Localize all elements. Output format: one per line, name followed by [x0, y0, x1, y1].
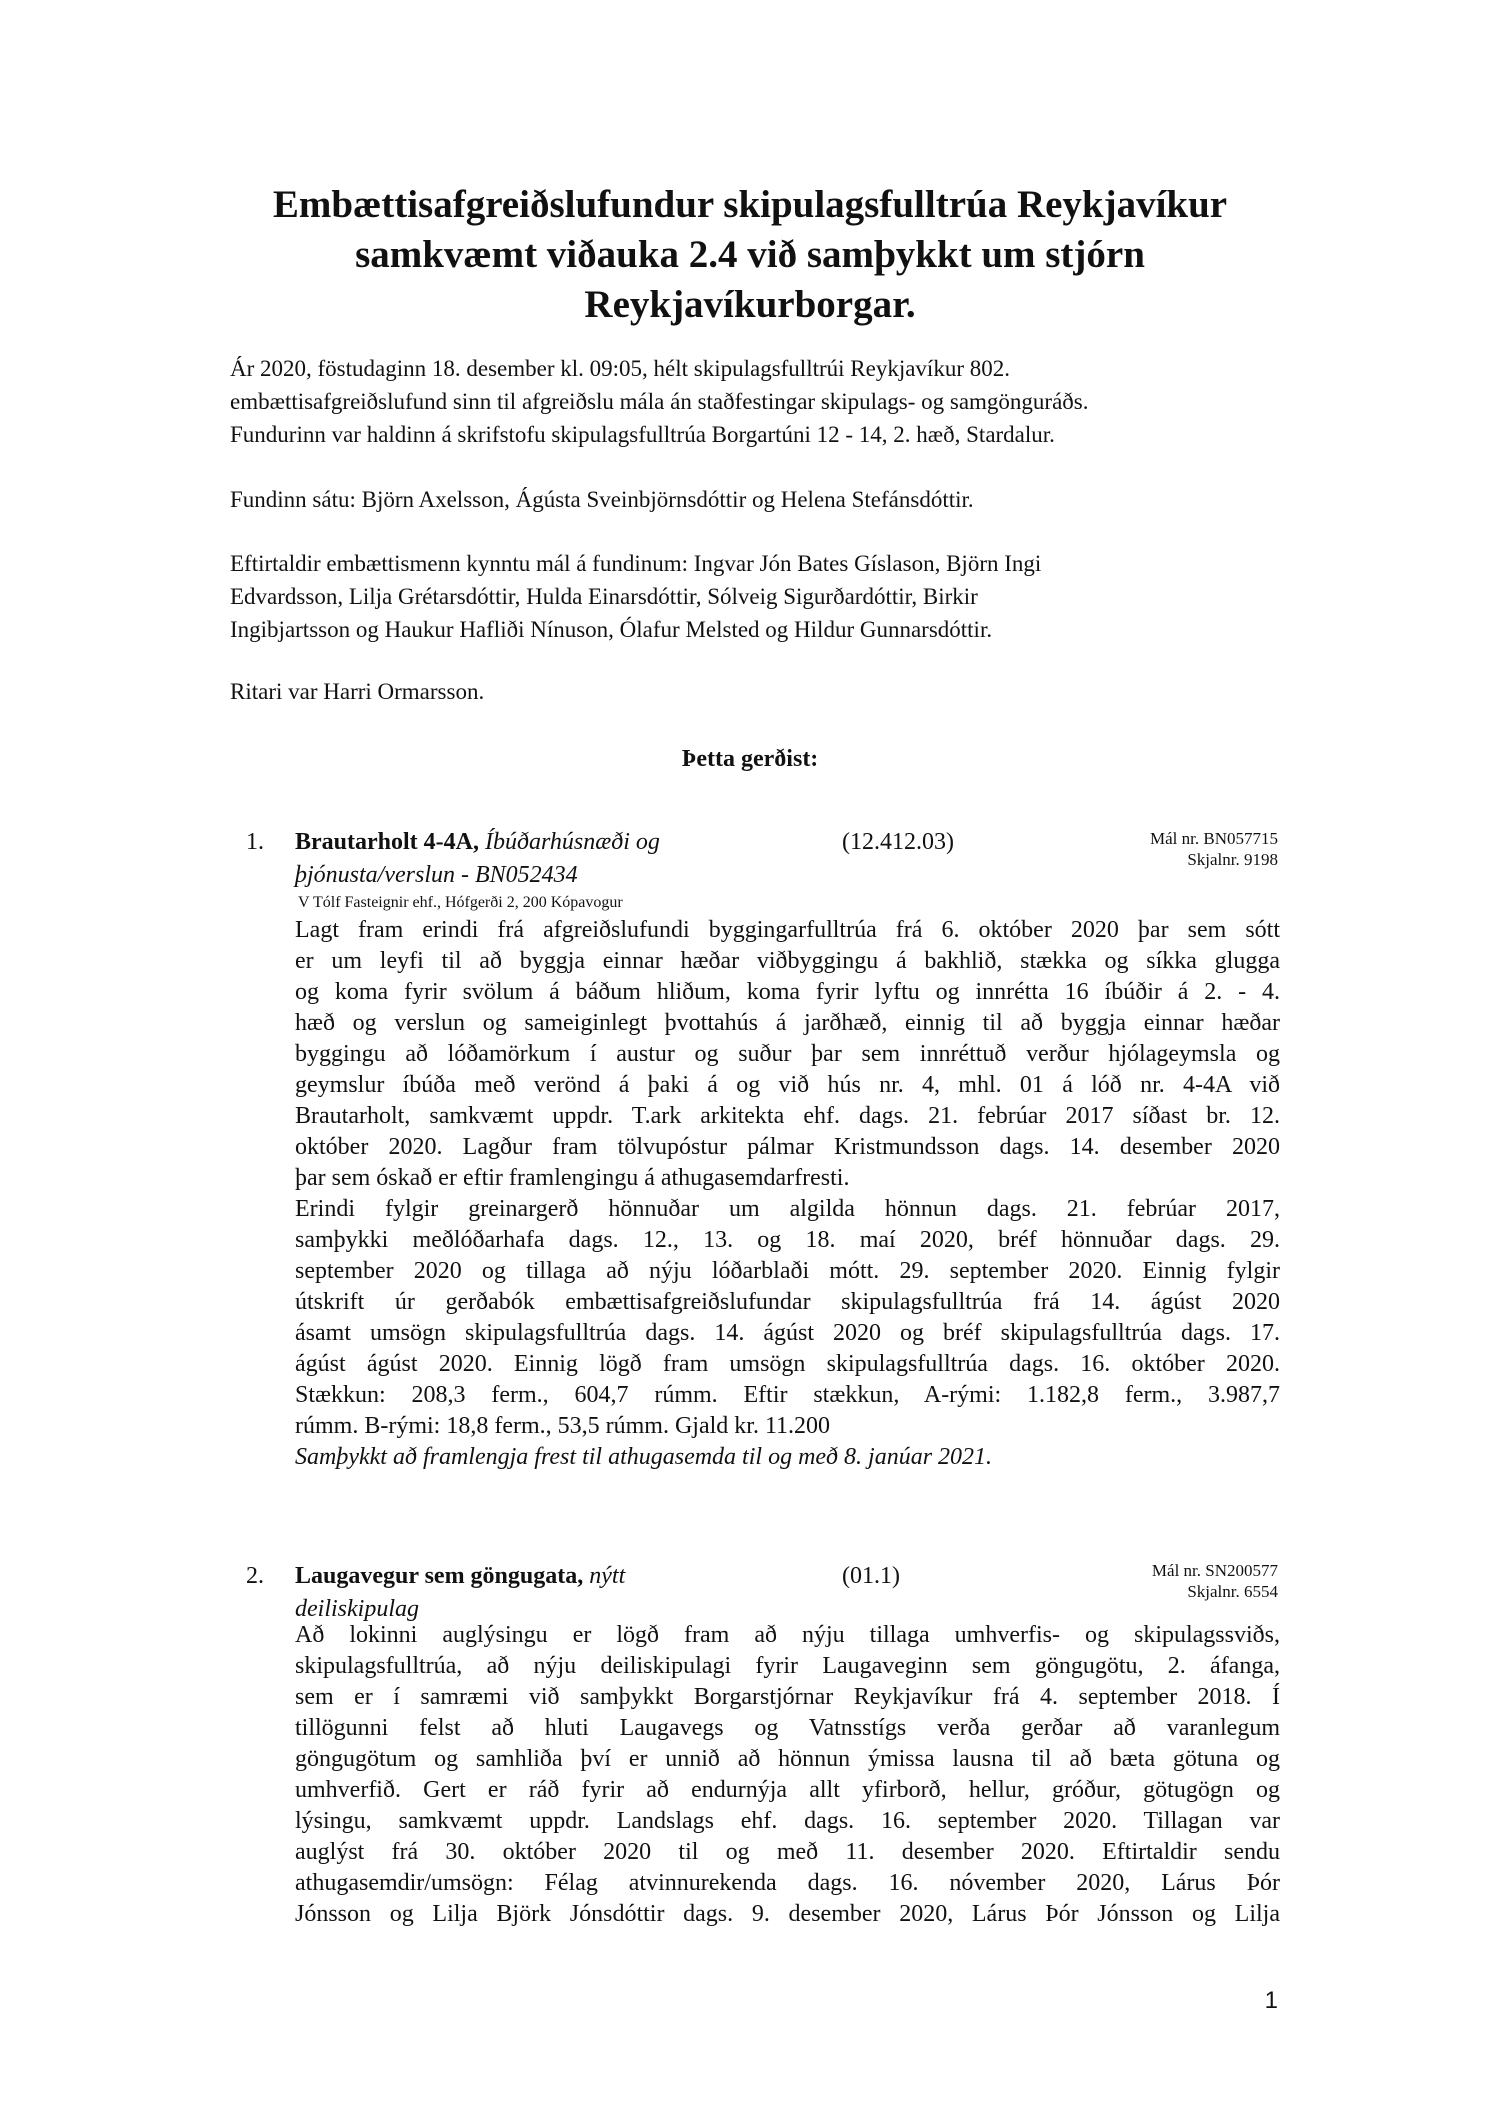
body-line: göngugötum og samhliða því er unnið að hönnun ýmissa lausna til að bæta götuna og — [295, 1746, 1280, 1772]
item-decision: Samþykkt að framlengja frest til athugasemda til og með 8. janúar 2021. — [295, 1444, 993, 1470]
body-line: ágúst ágúst 2020. Einnig lögð fram umsögn skipulagsfulltrúa dags. 16. október 2020. — [295, 1351, 1280, 1377]
case-number: Mál nr. BN057715 — [1150, 829, 1278, 848]
item-body — [295, 1620, 1280, 1930]
body-line: Að lokinni auglýsingu er lögð fram að nýju tillaga umhverfis- og skipulagssviðs, — [295, 1622, 1280, 1648]
officials-paragraph — [230, 547, 1280, 646]
intro-line: embættisafgreiðslufund sinn til afgreiðslu mála án staðfestingar skipulags- og samgönguráðs. — [230, 389, 1089, 414]
body-line: er um leyfi til að byggja einnar hæðar viðbyggingu á bakhlið, stækka og síkka glugga — [295, 948, 1280, 974]
body-line: geymslur íbúða með verönd á þaki á og við hús nr. 4, mhl. 01 á lóð nr. 4-4A við — [295, 1072, 1280, 1098]
body-line: þar sem óskað er eftir framlengingu á athugasemdarfresti. — [295, 1165, 850, 1191]
item-title: Laugavegur sem göngugata, nýtt deiliskipulag — [295, 1563, 626, 1622]
officials-line: Edvardsson, Lilja Grétarsdóttir, Hulda Einarsdóttir, Sólveig Sigurðardóttir, Birkir — [230, 584, 978, 609]
body-line: umhverfið. Gert er ráð fyrir að endurnýja allt yfirborð, hellur, gróður, götugögn og — [295, 1777, 1280, 1803]
body-line: október 2020. Lagður fram tölvupóstur pálmar Kristmundsson dags. 14. desember 2020 — [295, 1134, 1280, 1160]
page-number: 1 — [1264, 1987, 1278, 2014]
body-line: tillögunni felst að hluti Laugavegs og Vatnsstígs verða gerðar að varanlegum — [295, 1715, 1280, 1741]
title-line: Embættisafgreiðslufundur skipulagsfulltrúa Reykjavíkur — [272, 183, 1228, 226]
item-title: Brautarholt 4-4A, Íbúðarhúsnæði og þjónusta/verslun - BN052434 — [295, 829, 660, 888]
body-line: rúmm. B-rými: 18,8 ferm., 53,5 rúmm. Gjald kr. 11.200 — [295, 1413, 831, 1439]
item-reference: (12.412.03) — [842, 829, 954, 855]
item-applicant: V Tólf Fasteignir ehf., Hófgerði 2, 200 Kópavogur — [298, 894, 623, 911]
body-line: ásamt umsögn skipulagsfulltrúa dags. 14. ágúst 2020 og bréf skipulagsfulltrúa dags. 17. — [295, 1320, 1280, 1346]
item-number: 1. — [246, 829, 264, 855]
officials-line: Ingibjartsson og Haukur Hafliði Nínuson, Ólafur Melsted og Hildur Gunnarsdóttir. — [230, 617, 993, 642]
page-title — [200, 180, 1300, 330]
body-line: útskrift úr gerðabók embættisafgreiðslufundar skipulagsfulltrúa frá 14. ágúst 2020 — [295, 1289, 1280, 1315]
document-number: Skjalnr. 9198 — [1187, 850, 1278, 869]
body-line: skipulagsfulltrúa, að nýju deiliskipulagi fyrir Laugaveginn sem göngugötu, 2. áfanga, — [295, 1653, 1280, 1679]
intro-line: Ár 2020, föstudaginn 18. desember kl. 09:05, hélt skipulagsfulltrúi Reykjavíkur 802. — [230, 356, 1010, 381]
body-line: og koma fyrir svölum á báðum hliðum, koma fyrir lyftu og innrétta 16 íbúðir á 2. - 4. — [295, 979, 1280, 1005]
document-number: Skjalnr. 6554 — [1187, 1582, 1278, 1601]
title-line: samkvæmt viðauka 2.4 við samþykkt um stjórn — [355, 233, 1145, 276]
body-line: byggingu að lóðamörkum í austur og suður þar sem innréttuð verður hjólageymsla og — [295, 1041, 1280, 1067]
body-line: athugasemdir/umsögn: Félag atvinnurekenda dags. 16. nóvember 2020, Lárus Þór — [295, 1870, 1280, 1896]
body-line: september 2020 og tillaga að nýju lóðarblaði mótt. 29. september 2020. Einnig fylgir — [295, 1258, 1280, 1284]
item-number: 2. — [246, 1563, 264, 1589]
section-heading: Þetta gerðist: — [681, 746, 819, 772]
body-line: Lagt fram erindi frá afgreiðslufundi byggingarfulltrúa frá 6. október 2020 þar sem sótt — [295, 917, 1280, 943]
body-line: Brautarholt, samkvæmt uppdr. T.ark arkitekta ehf. dags. 21. febrúar 2017 síðast br. 12. — [295, 1103, 1280, 1129]
item-case-numbers — [1150, 828, 1278, 870]
secretary-paragraph: Ritari var Harri Ormarsson. — [230, 679, 485, 704]
title-line: Reykjavíkurborgar. — [584, 283, 916, 326]
meeting-intro — [230, 352, 1280, 451]
body-line: hæð og verslun og sameiginlegt þvottahús á jarðhæð, einnig til að byggja einnar hæðar — [295, 1010, 1280, 1036]
item-case-numbers — [1152, 1560, 1278, 1602]
body-line: Jónsson og Lilja Björk Jónsdóttir dags. 9. desember 2020, Lárus Þór Jónsson og Lilja — [295, 1901, 1280, 1927]
body-line: auglýst frá 30. október 2020 til og með 11. desember 2020. Eftirtaldir sendu — [295, 1839, 1280, 1865]
body-line: lýsingu, samkvæmt uppdr. Landslags ehf. dags. 16. september 2020. Tillagan var — [295, 1808, 1280, 1834]
item-body — [295, 915, 1280, 1473]
body-line: Stækkun: 208,3 ferm., 604,7 rúmm. Eftir stækkun, A-rými: 1.182,8 ferm., 3.987,7 — [295, 1382, 1280, 1408]
intro-line: Fundurinn var haldinn á skrifstofu skipulagsfulltrúa Borgartúni 12 - 14, 2. hæð, Stardalur. — [230, 422, 1055, 447]
attendees-paragraph: Fundinn sátu: Björn Axelsson, Ágústa Sveinbjörnsdóttir og Helena Stefánsdóttir. — [230, 487, 974, 512]
body-line: Erindi fylgir greinargerð hönnuðar um algilda hönnun dags. 21. febrúar 2017, — [295, 1196, 1280, 1222]
body-line: sem er í samræmi við samþykkt Borgarstjórnar Reykjavíkur frá 4. september 2018. Í — [295, 1684, 1280, 1710]
case-number: Mál nr. SN200577 — [1151, 1561, 1278, 1580]
item-reference: (01.1) — [842, 1563, 900, 1589]
officials-line: Eftirtaldir embættismenn kynntu mál á fundinum: Ingvar Jón Bates Gíslason, Björn Ingi — [230, 551, 1042, 576]
body-line: samþykki meðlóðarhafa dags. 12., 13. og 18. maí 2020, bréf hönnuðar dags. 29. — [295, 1227, 1280, 1253]
